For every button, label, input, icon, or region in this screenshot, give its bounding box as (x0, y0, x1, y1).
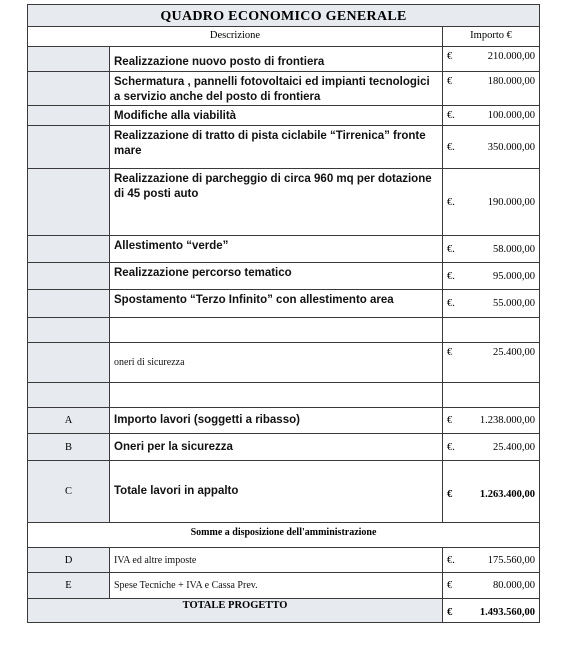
economic-summary-sheet (27, 4, 539, 623)
row-letter (28, 106, 110, 126)
table-row (28, 434, 540, 461)
section-title: Somme a disposizione dell'amministrazione (28, 523, 540, 548)
row-description: oneri di sicurezza (110, 343, 443, 383)
row-description: Allestimento “verde” (110, 236, 443, 263)
currency-symbol: € (447, 51, 453, 62)
row-amount (443, 290, 540, 318)
currency-symbol: € (447, 580, 453, 591)
row-description: Oneri per la sicurezza (110, 434, 443, 461)
amount-value: 175.560,00 (487, 554, 536, 566)
header-row (28, 27, 540, 47)
table-row (28, 47, 540, 72)
table-row (28, 548, 540, 573)
currency-symbol: € (447, 607, 453, 618)
table-row (28, 263, 540, 290)
row-description: Realizzazione di tratto di pista ciclabile “Tirrenica” fronte mare (110, 126, 443, 169)
row-letter (28, 383, 110, 408)
row-amount (443, 548, 540, 573)
currency-symbol: €. (447, 298, 455, 309)
amount-value: 1.493.560,00 (479, 607, 536, 618)
section-row (28, 523, 540, 548)
amount-value: 190.000,00 (487, 196, 536, 208)
table-row (28, 290, 540, 318)
row-amount (443, 461, 540, 523)
row-letter (28, 343, 110, 383)
row-description: IVA ed altre imposte (110, 548, 443, 573)
total-row (28, 599, 540, 623)
currency-symbol: €. (447, 110, 455, 121)
row-amount (443, 434, 540, 461)
row-amount (443, 72, 540, 106)
row-amount (443, 169, 540, 236)
row-amount (443, 343, 540, 383)
row-description: Totale lavori in appalto (110, 461, 443, 523)
amount-value: 100.000,00 (487, 110, 536, 121)
economic-summary-table (27, 4, 540, 623)
row-description: Realizzazione di parcheggio di circa 960 mq per dotazione di 45 posti auto (110, 169, 443, 236)
table-title: QUADRO ECONOMICO GENERALE (28, 5, 540, 27)
table-row (28, 573, 540, 599)
amount-value: 350.000,00 (487, 141, 536, 153)
row-letter (28, 126, 110, 169)
row-amount (443, 408, 540, 434)
table-row (28, 383, 540, 408)
row-amount (443, 236, 540, 263)
row-amount (443, 106, 540, 126)
header-amount: Importo € (443, 27, 540, 47)
amount-value: 180.000,00 (487, 76, 536, 87)
amount-value: 1.263.400,00 (479, 489, 536, 500)
table-row (28, 318, 540, 343)
table-row (28, 126, 540, 169)
row-letter: D (28, 548, 110, 573)
row-description: Importo lavori (soggetti a ribasso) (110, 408, 443, 434)
row-letter (28, 47, 110, 72)
row-description: Spese Tecniche + IVA e Cassa Prev. (110, 573, 443, 599)
table-row (28, 106, 540, 126)
currency-symbol: € (447, 76, 453, 87)
row-amount (443, 573, 540, 599)
table-row (28, 461, 540, 523)
row-letter (28, 318, 110, 343)
row-amount (443, 318, 540, 343)
header-description: Descrizione (28, 27, 443, 47)
row-letter: B (28, 434, 110, 461)
row-description: Realizzazione nuovo posto di frontiera (110, 47, 443, 72)
amount-value: 80.000,00 (493, 580, 536, 591)
currency-symbol: €. (447, 243, 455, 255)
currency-symbol: € (447, 415, 453, 426)
row-amount (443, 126, 540, 169)
table-row (28, 408, 540, 434)
row-letter (28, 263, 110, 290)
row-letter (28, 72, 110, 106)
table-row (28, 72, 540, 106)
amount-value: 25.400,00 (493, 347, 536, 358)
total-label: TOTALE PROGETTO (28, 599, 443, 623)
amount-value: 210.000,00 (487, 51, 536, 62)
row-description: Modifiche alla viabilità (110, 106, 443, 126)
row-letter: E (28, 573, 110, 599)
row-letter (28, 169, 110, 236)
row-letter (28, 290, 110, 318)
row-description (110, 383, 443, 408)
table-row (28, 343, 540, 383)
amount-value: 55.000,00 (493, 298, 536, 309)
row-description: Schermatura , pannelli fotovoltaici ed impianti tecnologici a servizio anche del posto di frontiera (110, 72, 443, 106)
row-description: Spostamento “Terzo Infinito” con allestimento area (110, 290, 443, 318)
currency-symbol: € (447, 489, 453, 500)
amount-value: 95.000,00 (493, 270, 536, 282)
currency-symbol: €. (447, 270, 455, 282)
currency-symbol: €. (447, 196, 455, 208)
title-row (28, 5, 540, 27)
amount-value: 25.400,00 (493, 441, 536, 453)
row-description: Realizzazione percorso tematico (110, 263, 443, 290)
row-amount (443, 383, 540, 408)
row-amount (443, 263, 540, 290)
currency-symbol: € (447, 347, 453, 358)
row-letter: C (28, 461, 110, 523)
amount-value: 58.000,00 (493, 243, 536, 255)
table-row (28, 236, 540, 263)
total-amount (443, 599, 540, 623)
row-letter (28, 236, 110, 263)
currency-symbol: €. (447, 554, 455, 566)
row-description (110, 318, 443, 343)
row-amount (443, 47, 540, 72)
table-row (28, 169, 540, 236)
currency-symbol: €. (447, 141, 455, 153)
amount-value: 1.238.000,00 (479, 415, 536, 426)
currency-symbol: €. (447, 441, 455, 453)
row-letter: A (28, 408, 110, 434)
